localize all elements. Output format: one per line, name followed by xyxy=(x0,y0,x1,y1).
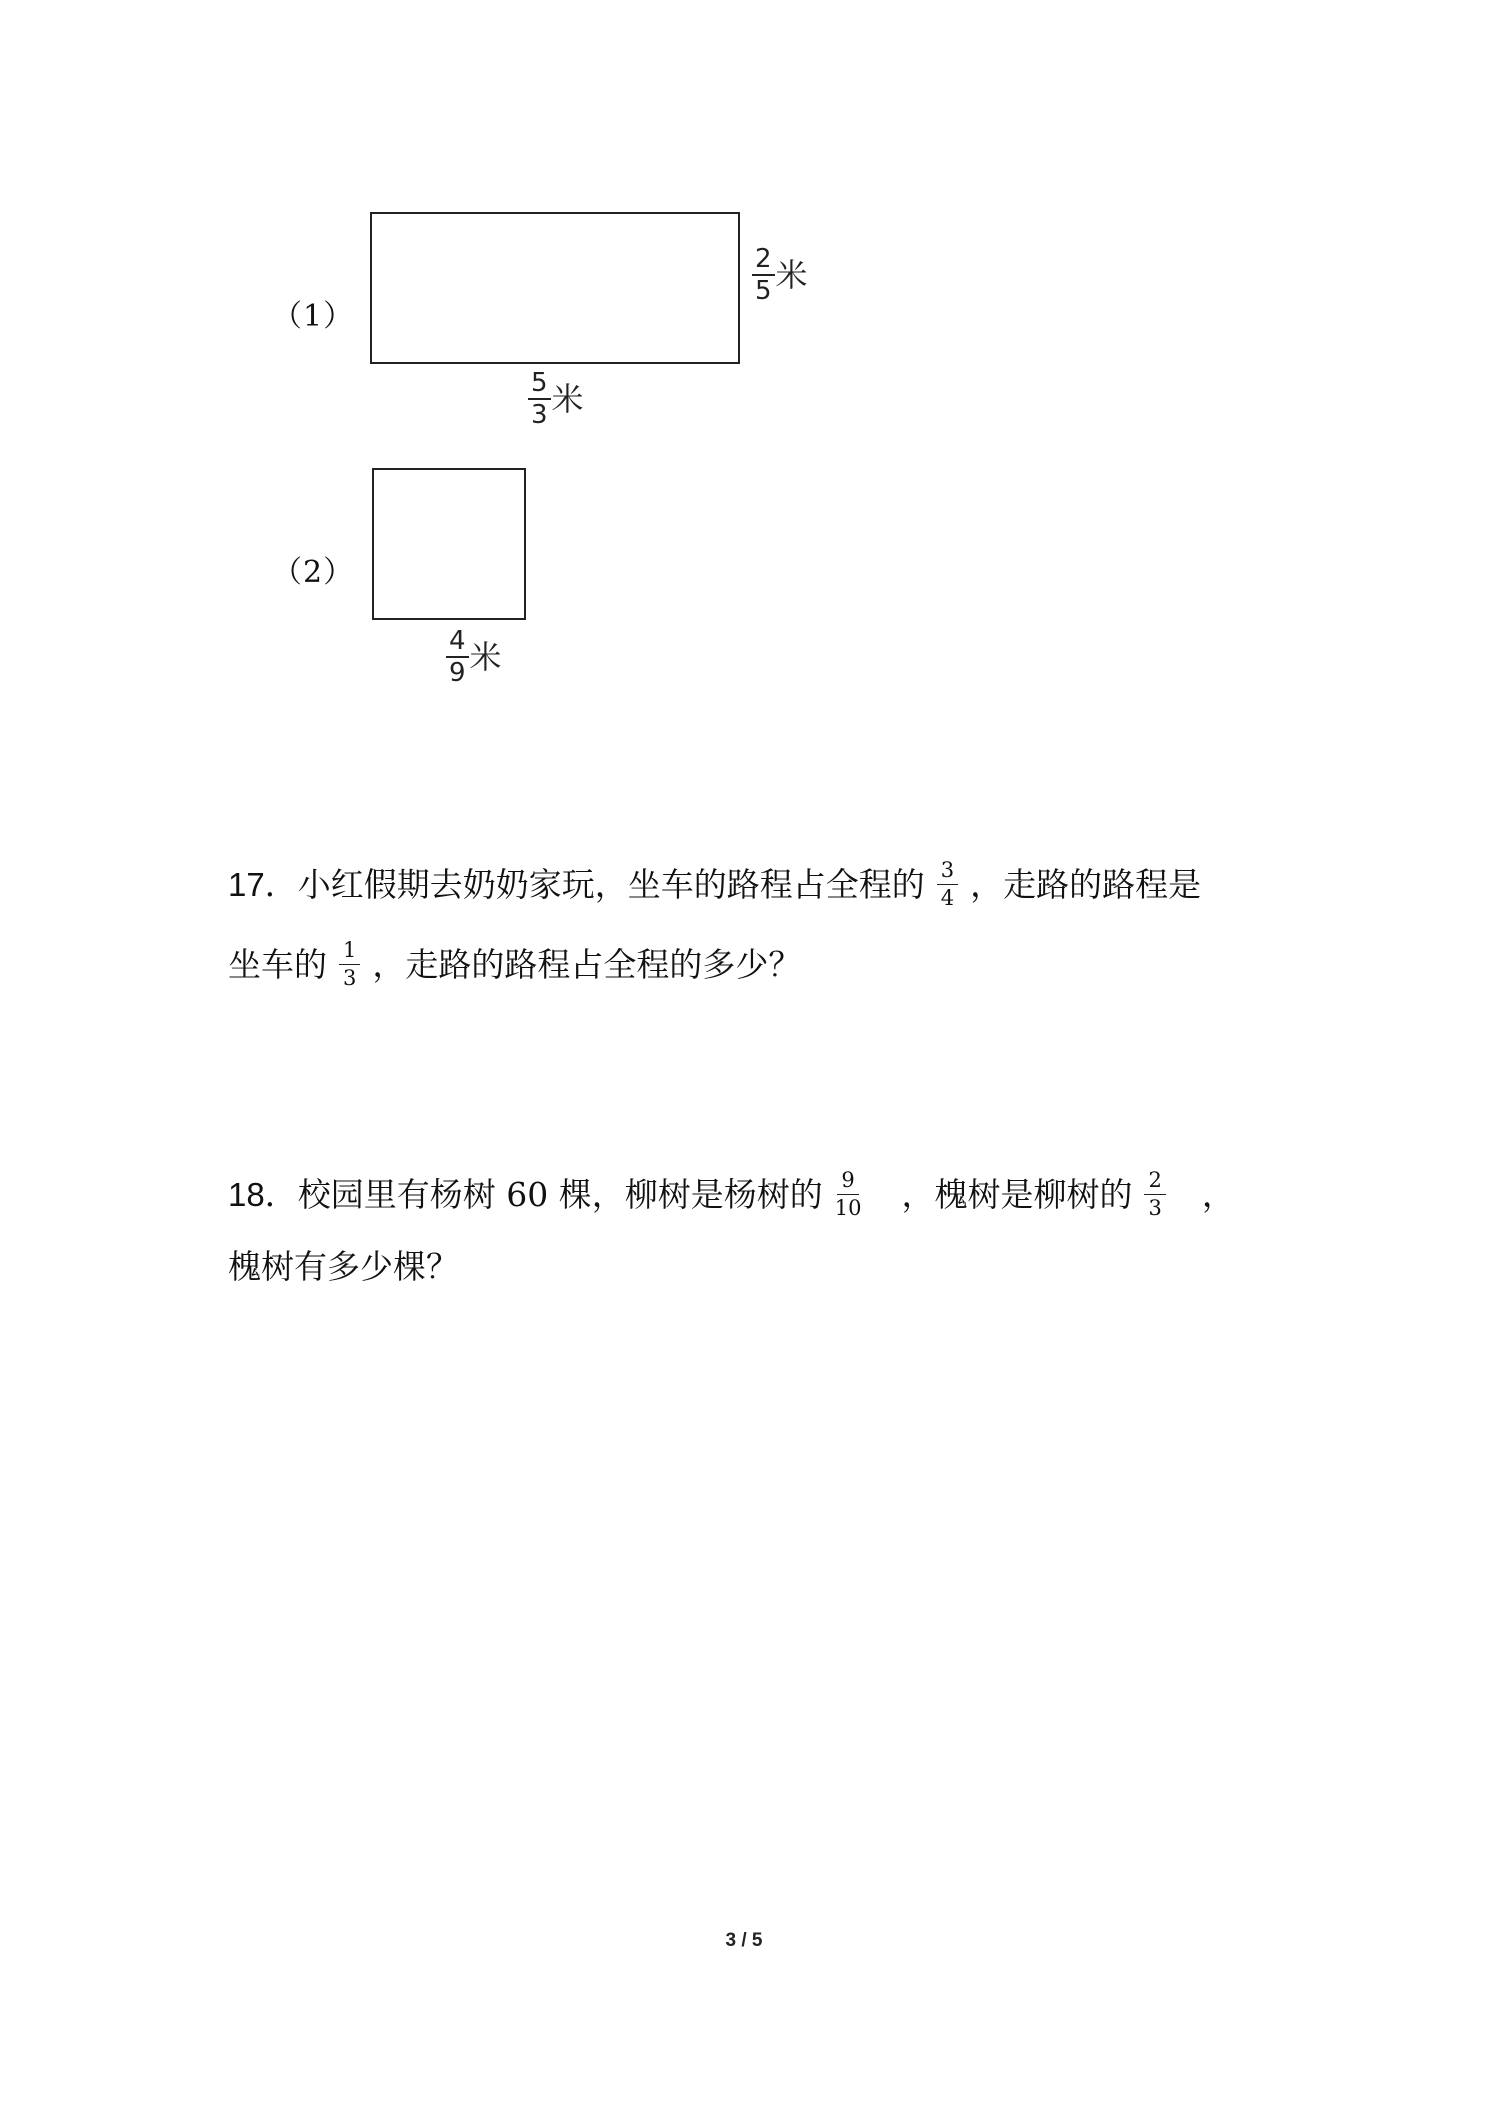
fraction-denominator: 9 xyxy=(449,658,466,688)
question-number: 17 xyxy=(228,866,265,903)
question-text: ， xyxy=(1201,1175,1235,1214)
fraction-denominator: 5 xyxy=(755,276,772,306)
figure-1-height-fraction xyxy=(752,246,775,304)
fraction-denominator: 10 xyxy=(834,1196,862,1220)
page-number: 3 / 5 xyxy=(725,1930,763,1951)
question-18-line-2 xyxy=(228,1247,459,1286)
unit-label: 米 xyxy=(469,638,502,676)
fraction-denominator: 3 xyxy=(1148,1196,1162,1220)
figure-1-rectangle xyxy=(370,212,740,364)
figure-2-side-label xyxy=(446,628,502,686)
question-17-line-1 xyxy=(228,860,1201,909)
question-number: 18 xyxy=(228,1176,265,1213)
fraction-numerator: 5 xyxy=(528,370,551,400)
unit-label: 米 xyxy=(551,380,584,418)
figure-1-label: （1） xyxy=(272,299,355,334)
fraction-numerator: 4 xyxy=(446,628,469,658)
question-17-line-2 xyxy=(228,940,801,989)
inline-fraction xyxy=(835,1170,862,1219)
fraction-numerator: 2 xyxy=(752,246,775,276)
figure-2-label: （2） xyxy=(272,555,355,590)
figure-1-width-label xyxy=(528,370,584,428)
fraction-numerator: 1 xyxy=(339,940,360,965)
inline-fraction xyxy=(1144,1170,1165,1219)
figure-1-height-label xyxy=(752,246,808,304)
figure-2-square xyxy=(372,468,526,620)
figure-1-width-fraction xyxy=(528,370,551,428)
fraction-denominator: 3 xyxy=(531,400,548,430)
unit-label: 米 xyxy=(775,256,808,294)
question-text: 坐车的 xyxy=(228,945,327,984)
inline-fraction xyxy=(937,860,958,909)
fraction-denominator: 4 xyxy=(940,886,955,910)
fraction-numerator: 3 xyxy=(937,860,958,885)
question-text: ，走路的路程占全程的多少？ xyxy=(372,945,802,984)
question-text: ，走路的路程是 xyxy=(970,865,1202,904)
question-text: ．小红假期去奶奶家玩，坐车的路程占全程的 xyxy=(264,865,925,904)
question-text: ，槐树是柳树的 xyxy=(901,1175,1133,1214)
question-18-line-1 xyxy=(228,1170,1235,1219)
fraction-denominator: 3 xyxy=(343,966,357,990)
question-text: ．校园里有杨树 60 棵，柳树是杨树的 xyxy=(264,1175,823,1214)
fraction-numerator: 2 xyxy=(1144,1170,1165,1195)
inline-fraction xyxy=(339,940,360,989)
question-text: 槐树有多少棵？ xyxy=(228,1247,459,1286)
fraction-numerator: 9 xyxy=(837,1170,858,1195)
figure-2-side-fraction xyxy=(446,628,469,686)
